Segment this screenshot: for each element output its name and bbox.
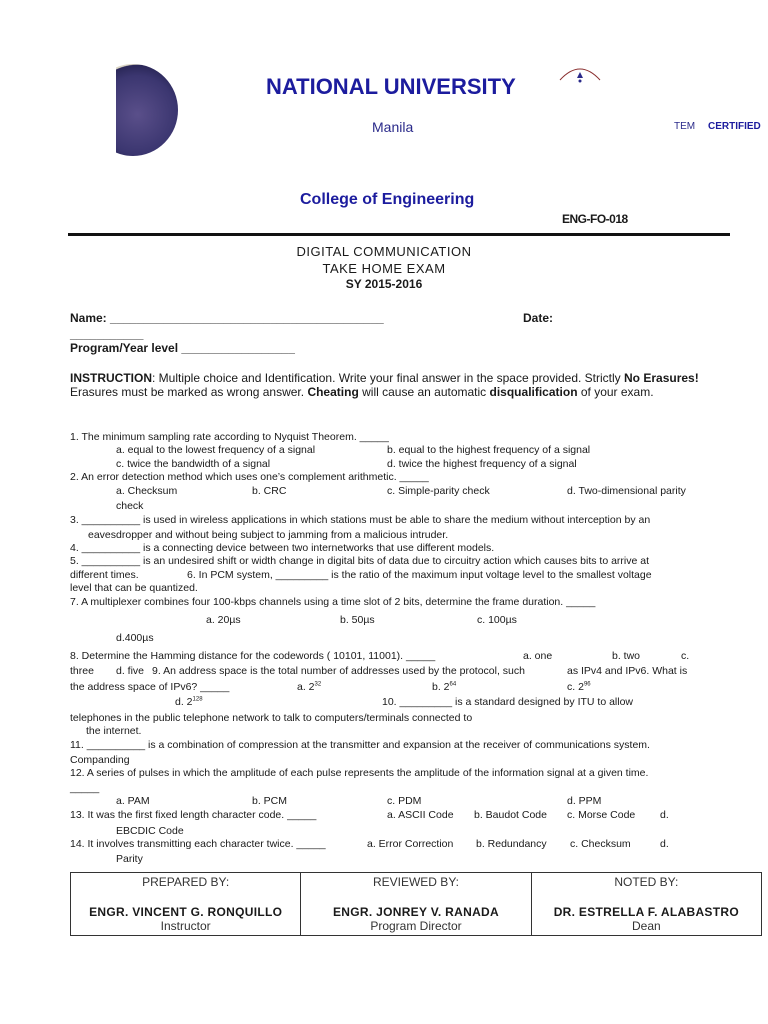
- q8-option-b: b. two: [612, 650, 641, 662]
- header-divider: [68, 233, 730, 236]
- question-11-answer: Companding: [70, 754, 130, 766]
- iso-text-fragment: TEM: [674, 121, 696, 132]
- question-2: 2. An error detection method which uses one’s complement arithmetic. _____: [70, 471, 429, 483]
- question-12-cont: _____: [70, 782, 100, 794]
- q13-option-d: d.: [660, 809, 669, 821]
- q2-option-a: a. Checksum: [116, 485, 178, 497]
- q1-option-c: c. twice the bandwidth of a signal: [116, 458, 271, 470]
- q14-option-d: d.: [660, 838, 669, 850]
- q7-option-a: a. 20µs: [206, 614, 241, 626]
- seal-crop: [88, 64, 116, 156]
- college-name: College of Engineering: [300, 191, 475, 208]
- instruction-cheating: Cheating: [307, 385, 359, 399]
- prepared-by-name: ENGR. VINCENT G. RONQUILLO: [89, 905, 283, 919]
- q1-option-a: a. equal to the lowest frequency of a signal: [116, 444, 316, 456]
- name-field[interactable]: [70, 311, 384, 325]
- prepared-by-cell: [71, 873, 301, 936]
- question-6-cont: level that can be quantized.: [70, 582, 198, 594]
- q1-option-b: b. equal to the highest frequency of a signal: [387, 444, 591, 456]
- date-label: Date:: [523, 311, 554, 325]
- school-year: SY 2015-2016: [345, 277, 423, 291]
- certified-label: CERTIFIED: [708, 121, 761, 132]
- q8-option-a: a. one: [523, 650, 553, 662]
- q12-option-d: d. PPM: [567, 795, 602, 807]
- q1-option-d: d. twice the highest frequency of a signal: [387, 458, 577, 470]
- question-5: 5. __________ is an undesired shift or width change in digital bits of data due to circuitry action which causes bits to arrive at: [70, 555, 650, 567]
- question-13: 13. It was the first fixed length character code. _____: [70, 809, 317, 821]
- instruction-label: INSTRUCTION: [70, 371, 152, 385]
- form-code: ENG-FO-018: [562, 212, 628, 226]
- question-5-cont: different times.: [70, 569, 139, 581]
- reviewed-by-cell: [301, 873, 531, 936]
- instruction-text: Erasures must be marked as wrong answer.: [70, 385, 308, 399]
- question-11: 11. __________ is a combination of compression at the transmitter and expansion at the receiver of communications system.: [70, 739, 650, 751]
- program-field[interactable]: [70, 341, 295, 355]
- signature-table: [70, 872, 762, 936]
- question-9-cont: as IPv4 and IPv6. What is: [567, 665, 688, 677]
- exam-type: TAKE HOME EXAM: [322, 261, 446, 276]
- university-name: NATIONAL UNIVERSITY: [266, 74, 516, 99]
- name-label: Name:: [70, 311, 107, 325]
- q12-option-a: a. PAM: [116, 795, 150, 807]
- question-10-cont2: the internet.: [86, 725, 142, 737]
- q2-option-c: c. Simple-parity check: [387, 485, 490, 497]
- noted-by-role: Dean: [631, 919, 661, 933]
- q9-option-d: d. $2^{128}$: [175, 696, 203, 708]
- question-6: 6. In PCM system, _________ is the ratio of the maximum input voltage level to the smallest voltage: [187, 569, 652, 581]
- instruction-text: will cause an automatic: [358, 385, 490, 399]
- q13-option-d-cont: EBCDIC Code: [116, 825, 184, 837]
- noted-by-cell: [531, 873, 761, 936]
- name-line: ______________________________: [110, 311, 311, 325]
- q12-option-b: b. PCM: [252, 795, 288, 807]
- q2-option-d: d. Two-dimensional parity: [567, 485, 686, 497]
- name-line-ext: ___________: [310, 311, 384, 325]
- certification-seal-icon: [556, 62, 604, 84]
- q14-option-d-cont: Parity: [116, 853, 143, 865]
- reviewed-by-role: Program Director: [370, 919, 462, 933]
- q9-option-a: a. $2^{32}$: [297, 681, 322, 693]
- q13-option-b: b. Baudot Code: [474, 809, 547, 821]
- program-label: Program/Year level: [70, 341, 179, 355]
- question-10-cont: telephones in the public telephone network to talk to computers/terminals connected to: [70, 712, 473, 724]
- question-7: 7. A multiplexer combines four 100-kbps channels using a time slot of 2 bits, determine the frame duration. _____: [70, 596, 596, 608]
- noted-by-name: DR. ESTRELLA F. ALABASTRO: [553, 905, 739, 919]
- q7-option-d: d.400µs: [116, 632, 154, 644]
- question-3-cont: eavesdropper and without being subject to jamming from a malicious intruder.: [88, 529, 449, 541]
- question-14: 14. It involves transmitting each character twice. _____: [70, 838, 326, 850]
- reviewed-by-heading: REVIEWED BY:: [372, 875, 459, 889]
- prepared-by-heading: PREPARED BY:: [142, 875, 230, 889]
- question-10: 10. _________ is a standard designed by ITU to allow: [382, 696, 634, 708]
- question-1: 1. The minimum sampling rate according to Nyquist Theorem. _____: [70, 431, 389, 443]
- q9-option-b: b. $2^{64}$: [432, 681, 457, 693]
- prepared-by-role: Instructor: [160, 919, 211, 933]
- question-8: 8. Determine the Hamming distance for the codewords ( 10101, 11001). _____: [70, 650, 436, 662]
- instruction-paragraph: [70, 371, 700, 399]
- q14-option-a: a. Error Correction: [367, 838, 454, 850]
- noted-by-heading: NOTED BY:: [614, 875, 679, 889]
- exam-subject: DIGITAL COMMUNICATION: [296, 244, 472, 259]
- q13-option-c: c. Morse Code: [567, 809, 636, 821]
- instruction-text: of your exam.: [577, 385, 654, 399]
- q8-option-c: c.: [681, 650, 690, 662]
- question-9-cont2: the address space of IPv6? _____: [70, 681, 230, 693]
- q8-option-d: d. five: [116, 665, 145, 677]
- q8-option-c-cont: three: [70, 665, 94, 677]
- q2-option-b: b. CRC: [252, 485, 287, 497]
- q14-option-b: b. Redundancy: [476, 838, 547, 850]
- program-line: _________________: [181, 341, 295, 355]
- q13-option-a: a. ASCII Code: [387, 809, 454, 821]
- instruction-erasures: Erasures!: [643, 371, 699, 385]
- instruction-no: No: [624, 371, 641, 385]
- q7-option-c: c. 100µs: [477, 614, 517, 626]
- q9-option-c: c. $2^{96}$: [567, 681, 591, 693]
- question-4: 4. __________ is a connecting device between two internetworks that use different models.: [70, 542, 495, 554]
- question-12: 12. A series of pulses in which the amplitude of each pulse represents the amplitude of the information signal at a given time.: [70, 767, 649, 779]
- name-line-continuation: ___________: [70, 327, 144, 341]
- q14-option-c: c. Checksum: [570, 838, 631, 850]
- question-9: 9. An address space is the total number of addresses used by the protocol, such: [152, 665, 525, 677]
- campus-city: Manila: [372, 119, 414, 135]
- q7-option-b: b. 50µs: [340, 614, 375, 626]
- q12-option-c: c. PDM: [387, 795, 422, 807]
- instruction-disqualification: disqualification: [489, 385, 578, 399]
- reviewed-by-name: ENGR. JONREY V. RANADA: [333, 905, 499, 919]
- q2-option-d-cont: check: [116, 500, 144, 512]
- instruction-text: : Multiple choice and Identification. Write your final answer in the space provided. Strictly: [152, 371, 625, 385]
- question-3: 3. __________ is used in wireless applications in which stations must be able to share the medium without interception by an: [70, 514, 651, 526]
